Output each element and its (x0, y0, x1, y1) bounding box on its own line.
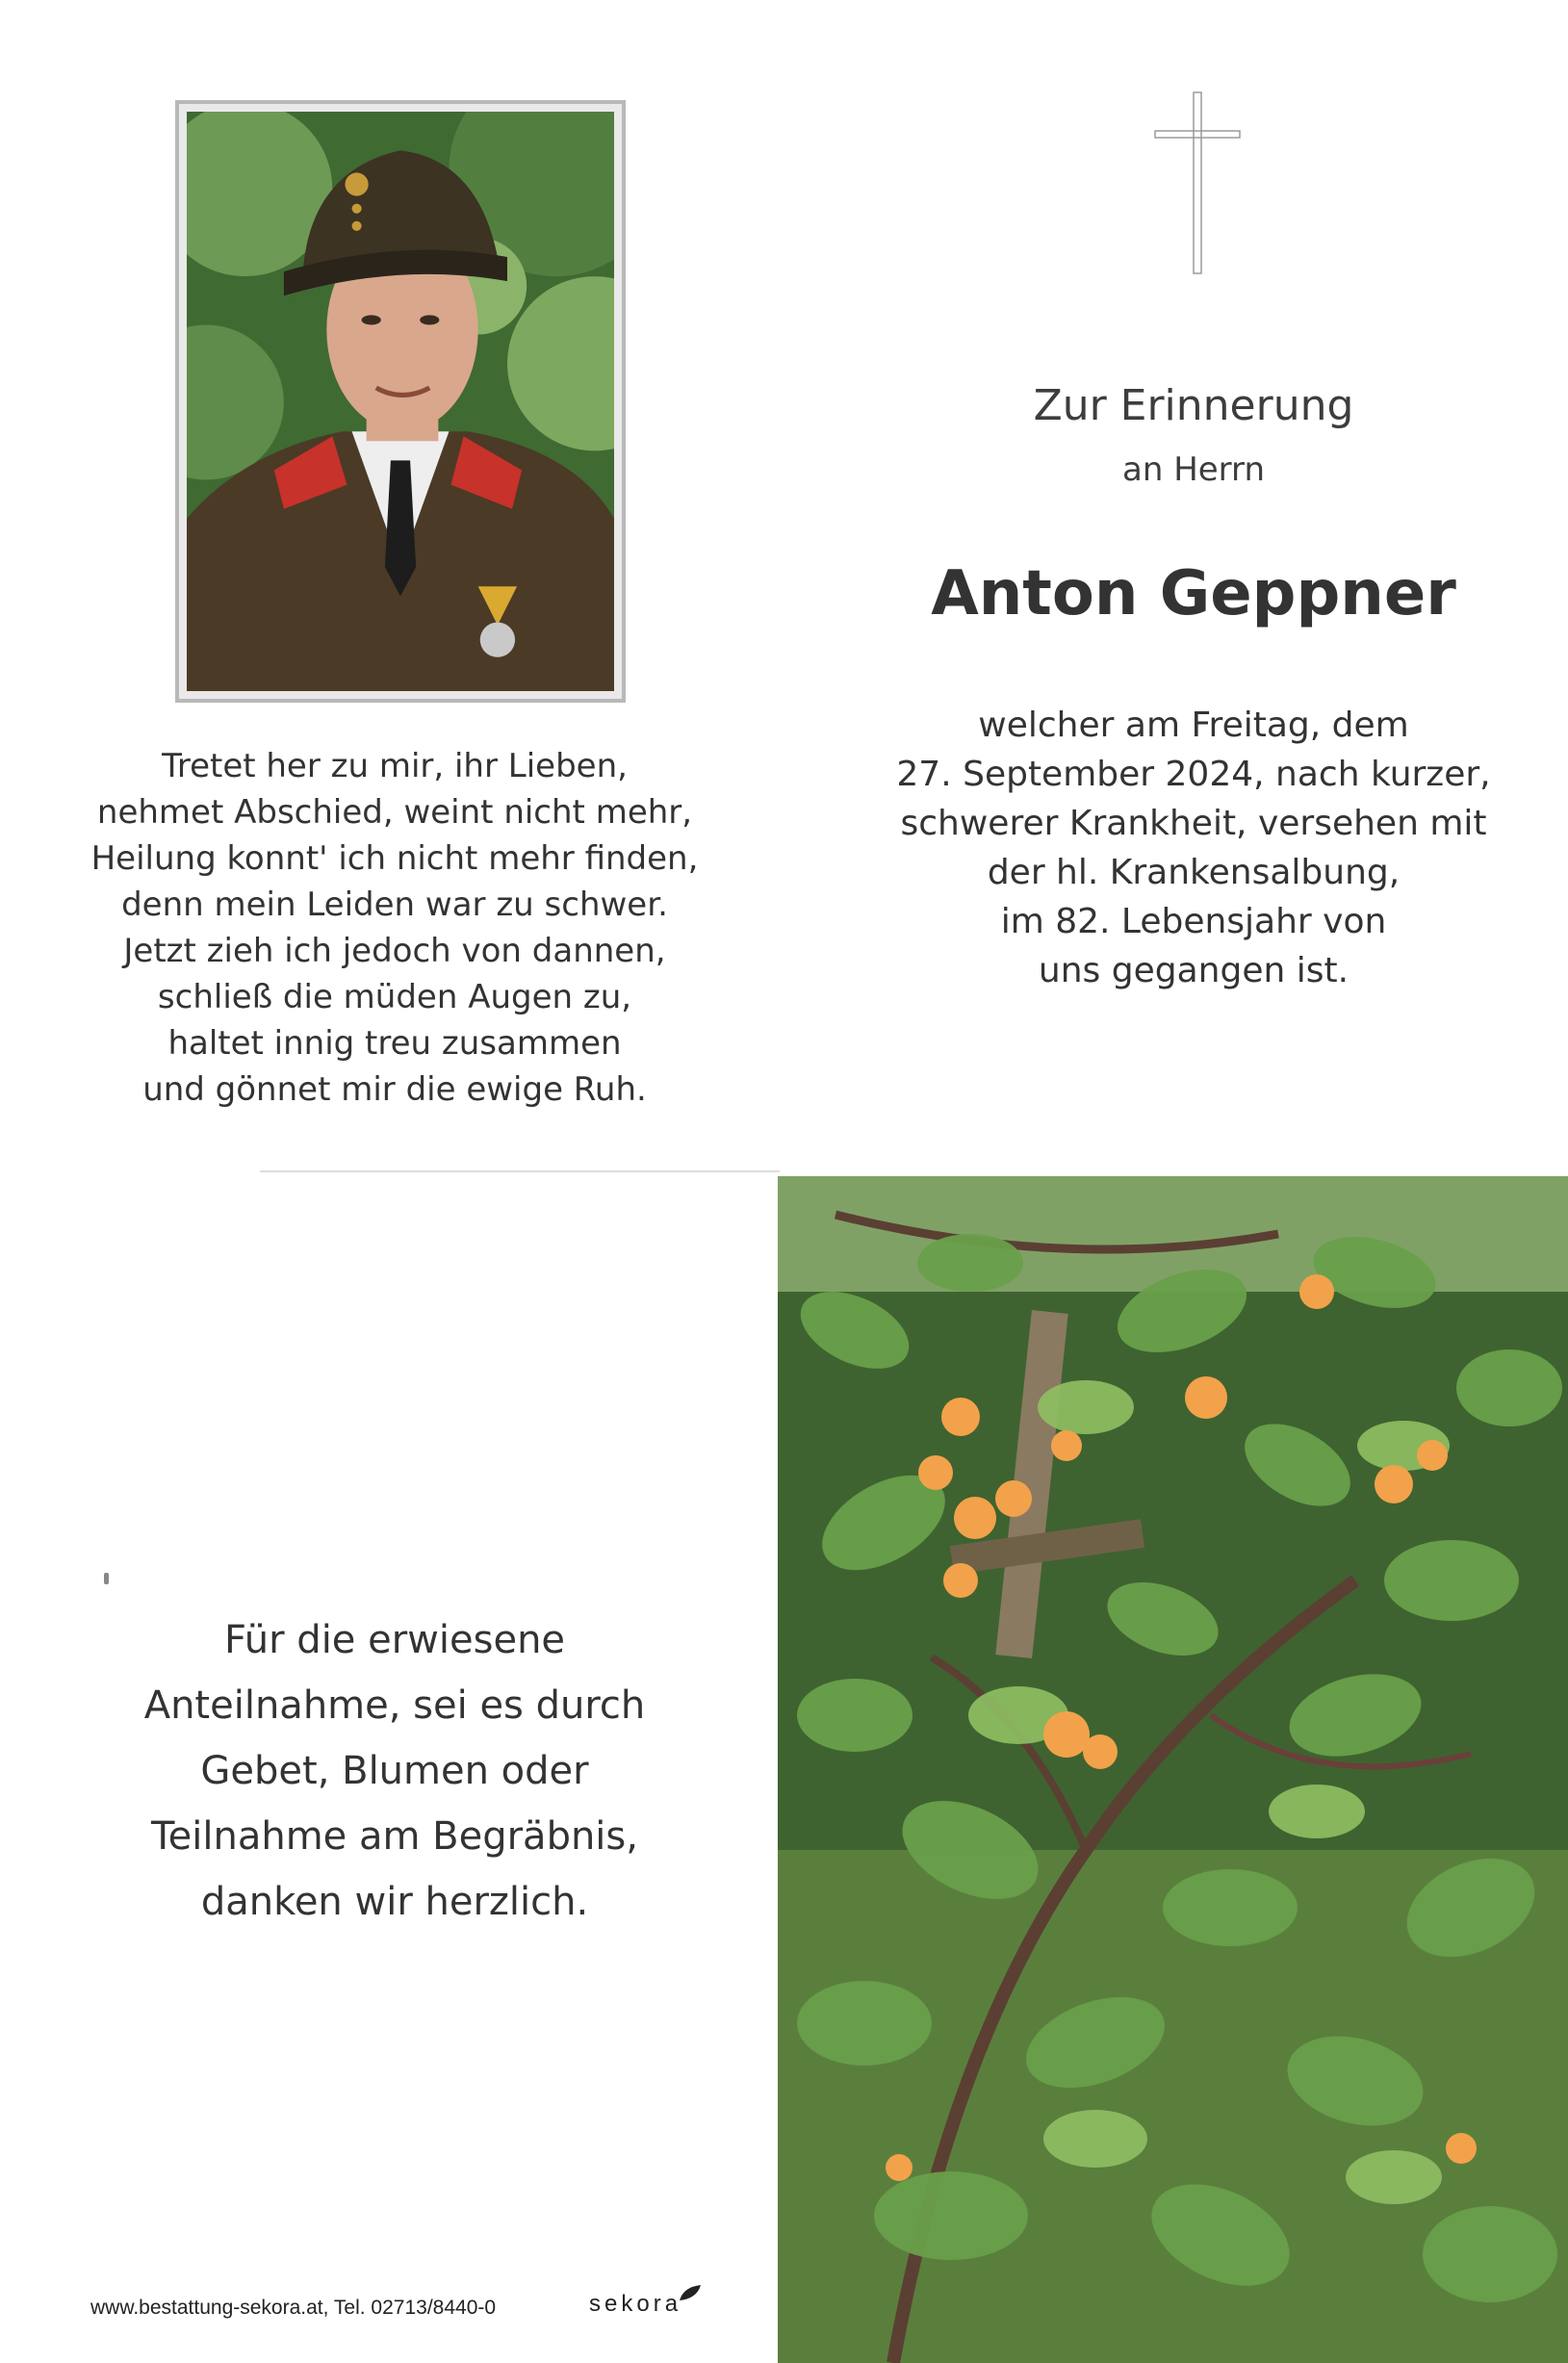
poem (58, 743, 732, 1113)
intro-heading: Zur Erinnerung (1033, 381, 1354, 430)
deceased-name: Anton Geppner (931, 558, 1456, 629)
obituary-text (847, 701, 1540, 995)
fold-divider (260, 1170, 780, 1172)
poem-line: nehmet Abschied, weint nicht mehr, (96, 793, 693, 832)
portrait-frame (175, 100, 626, 703)
poem-line: Jetzt zieh ich jedoch von dannen, (123, 932, 666, 970)
poem-line: denn mein Leiden war zu schwer. (121, 886, 668, 924)
poem-line: schließ die müden Augen zu, (157, 978, 632, 1016)
brand-logo: sekora (589, 2291, 682, 2317)
obituary-line: welcher am Freitag, dem (978, 706, 1409, 745)
obituary-line: 27. September 2024, nach kurzer, (896, 755, 1491, 794)
thanks-line: Teilnahme am Begräbnis, (151, 1814, 638, 1859)
thanks-line: danken wir herzlich. (200, 1880, 589, 1924)
obituary-line: schwerer Krankheit, versehen mit (900, 804, 1487, 843)
poem-line: Tretet her zu mir, ihr Lieben, (162, 747, 628, 785)
salutation: an Herrn (1122, 450, 1265, 489)
leaf-icon (678, 2283, 703, 2302)
poem-line: und gönnet mir die ewige Ruh. (142, 1070, 647, 1109)
obituary-line: der hl. Krankensalbung, (987, 853, 1401, 892)
thanks-line: Gebet, Blumen oder (200, 1749, 589, 1793)
footer-contact: www.bestattung-sekora.at, Tel. 02713/8440-0 (90, 2297, 497, 2319)
thanks-line: Anteilnahme, sei es durch (143, 1683, 646, 1728)
thanks-line: Für die erwiesene (223, 1618, 566, 1662)
poem-line: Heilung konnt' ich nicht mehr finden, (90, 839, 699, 878)
thanks-text (96, 1607, 693, 1935)
obituary-line: uns gegangen ist. (1038, 951, 1350, 990)
apricot-tree-photo (778, 1176, 1568, 2363)
print-mark (104, 1573, 109, 1584)
poem-line: haltet innig treu zusammen (167, 1024, 622, 1063)
portrait-photo (187, 112, 614, 691)
cross-icon (1151, 90, 1244, 275)
obituary-line: im 82. Lebensjahr von (1000, 902, 1387, 941)
